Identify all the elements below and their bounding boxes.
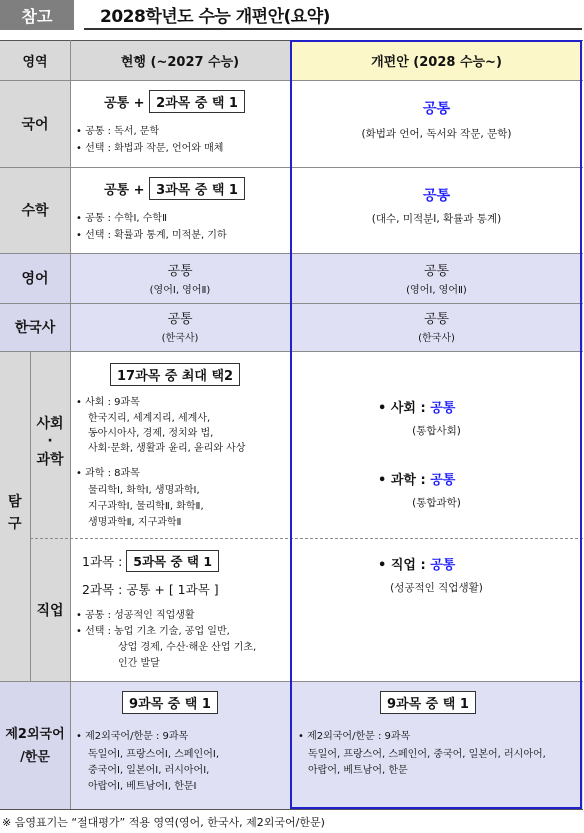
new-science-value: 공통 [430, 473, 456, 488]
vocational-choice-box: 5과목 중 택 1 [126, 550, 219, 572]
second-lang-label-2: /한문 [20, 750, 50, 765]
col-header-current: 현행 (~2027 수능) [70, 40, 290, 80]
new-social-subject: (통합사회) [412, 425, 461, 437]
page-title: 2028학년도 수능 개편안(요약) [84, 0, 582, 30]
vocational-label: 직업 [36, 603, 64, 619]
science-line-1: 물리학Ⅰ, 화학Ⅰ, 생명과학Ⅰ, [88, 485, 200, 496]
new-science-label: • 과학 : [378, 473, 426, 488]
math-current [70, 167, 290, 253]
korean-current-elective: • 선택 : 화법과 작문, 언어와 매체 [76, 143, 224, 154]
new-vocational-label: • 직업 : [378, 558, 426, 573]
new-science-subject: (통합과학) [412, 497, 461, 509]
col-header-area: 영역 [0, 40, 70, 80]
math-new-subjects: (대수, 미적분Ⅰ, 확률과 통계) [371, 213, 502, 225]
footnote: ※ 음영표기는 “절대평가” 적용 영역(영어, 한국사, 제2외국어/한문) [2, 816, 325, 829]
row-label-inquiry [0, 351, 30, 681]
social-science-dot: · [47, 433, 53, 449]
history-new-subjects: (한국사) [418, 333, 455, 344]
math-current-elective: • 선택 : 확률과 통계, 미적분, 기하 [76, 230, 227, 241]
row-label-math: 수학 [21, 203, 49, 219]
math-current-choice-box: 3과목 중 택 1 [149, 177, 245, 200]
history-current-subjects: (한국사) [161, 333, 199, 344]
social-science-current [70, 351, 290, 538]
korean-current [70, 80, 290, 167]
row-label-social-science [30, 351, 70, 538]
english-current-subjects: (영어Ⅰ, 영어Ⅱ) [149, 285, 211, 296]
row-label-second-language [0, 681, 70, 809]
science-label: 과학 [36, 452, 64, 468]
new-vocational-subject: (성공적인 직업생활) [390, 582, 483, 594]
inquiry-label-2: 구 [8, 516, 22, 532]
korean-current-prefix: 공통 + [104, 96, 145, 111]
new-vocational-value: 공통 [430, 558, 456, 573]
second-lang-current-head: • 제2외국어/한문 : 9과목 [76, 731, 189, 742]
second-lang-current-line-2: 중국어Ⅰ, 일본어Ⅰ, 러시아어Ⅰ, [88, 765, 210, 776]
second-lang-new-line-2: 아랍어, 베트남어, 한문 [308, 765, 408, 776]
reform-table [0, 40, 583, 810]
col-header-new: 개편안 (2028 수능~) [290, 40, 583, 80]
vocational-common: • 공통 : 성공적인 직업생활 [76, 610, 195, 621]
row-label-korean-history: 한국사 [14, 320, 56, 336]
second-lang-current-line-1: 독일어Ⅰ, 프랑스어Ⅰ, 스페인어Ⅰ, [88, 749, 220, 760]
english-new-subjects: (영어Ⅰ, 영어Ⅱ) [406, 285, 467, 296]
korean-current-choice-box: 2과목 중 택 1 [149, 90, 245, 113]
vocational-elective-2: 상업 경제, 수산·해운 산업 기초, [118, 642, 257, 653]
math-current-prefix: 공통 + [104, 183, 145, 198]
row-label-english: 영어 [21, 271, 49, 287]
science-line-2: 지구과학Ⅰ, 물리학Ⅱ, 화학Ⅱ, [88, 501, 204, 512]
history-current [70, 303, 290, 351]
english-new-title: 공통 [423, 264, 450, 279]
korean-current-common: • 공통 : 독서, 문학 [76, 126, 160, 137]
vocational-elective: • 선택 : 농업 기초 기술, 공업 일반, [76, 626, 230, 637]
reference-badge: 참고 [0, 0, 74, 30]
math-current-common: • 공통 : 수학Ⅰ, 수학Ⅱ [76, 213, 167, 224]
social-line-2: 동아시아사, 경제, 정치와 법, [88, 428, 214, 439]
korean-new-subjects: (화법과 언어, 독서와 작문, 문학) [361, 128, 512, 140]
second-lang-current-line-3: 아랍어Ⅰ, 베트남어Ⅰ, 한문Ⅰ [88, 781, 197, 792]
row-label-vocational [30, 538, 70, 681]
vocational-line2: 2과목 : 공통 + [ 1과목 ] [82, 582, 219, 597]
social-line-1: 한국지리, 세계지리, 세계사, [88, 413, 211, 424]
english-current [70, 253, 290, 303]
new-social-label: • 사회 : [378, 401, 426, 416]
new-column-outline [290, 40, 582, 809]
second-lang-new-choice-box: 9과목 중 택 1 [380, 691, 476, 714]
social-label: 사회 [36, 416, 64, 432]
second-lang-label-1: 제2외국어 [5, 727, 65, 742]
math-new-title: 공통 [422, 188, 451, 204]
vocational-elective-3: 인간 발달 [118, 658, 160, 669]
science-line-3: 생명과학Ⅱ, 지구과학Ⅱ [88, 517, 182, 528]
social-line-3: 사회·문화, 생활과 윤리, 윤리와 사상 [88, 443, 246, 454]
inquiry-label-1: 탐 [8, 494, 22, 510]
korean-new-title: 공통 [422, 101, 451, 117]
social-head: • 사회 : 9과목 [76, 397, 140, 408]
second-lang-current-choice-box: 9과목 중 택 1 [122, 691, 218, 714]
english-current-title: 공통 [167, 264, 193, 279]
second-lang-new-head: • 제2외국어/한문 : 9과목 [298, 731, 411, 742]
second-lang-new-line-1: 독일어, 프랑스어, 스페인어, 중국어, 일본어, 러시아어, [308, 749, 546, 760]
second-lang-current [70, 681, 290, 809]
new-social-value: 공통 [430, 401, 456, 416]
history-new-title: 공통 [423, 312, 450, 327]
vocational-current [70, 538, 290, 681]
vocational-line1-prefix: 1과목 : [82, 554, 123, 569]
science-head: • 과학 : 8과목 [76, 468, 140, 479]
row-label-korean: 국어 [21, 116, 49, 133]
social-science-choice-box: 17과목 중 최대 택2 [110, 363, 240, 386]
history-current-title: 공통 [167, 312, 193, 327]
